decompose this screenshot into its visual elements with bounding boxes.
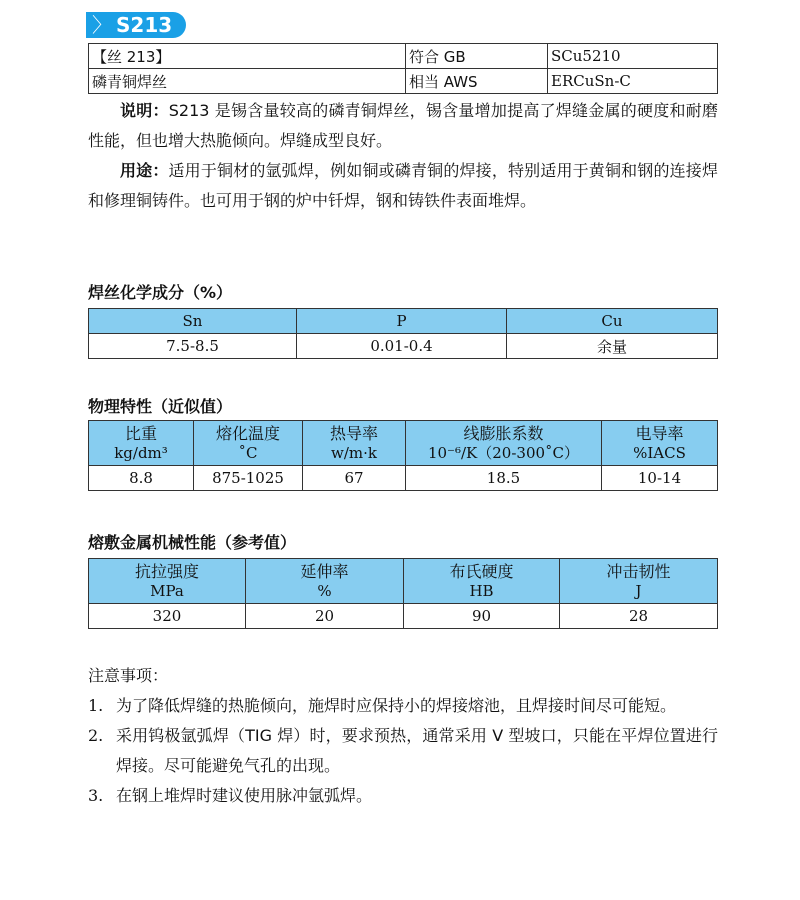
header-name: 线膨胀系数 <box>463 424 544 443</box>
header-name: 冲击韧性 <box>606 562 671 581</box>
table-header-row <box>89 309 718 334</box>
description-paragraph <box>88 96 718 156</box>
list-item-text: 在钢上堆焊时建议使用脉冲氩弧焊。 <box>116 786 373 805</box>
header-name: 抗拉强度 <box>134 562 199 581</box>
description-label: 说明： <box>120 101 169 120</box>
table-cell: 20 <box>246 604 404 629</box>
header-unit: 10⁻⁶/K（20-300˚C） <box>427 444 580 462</box>
product-code: S213 <box>116 13 173 37</box>
table-header-row <box>89 421 718 466</box>
table-cell: 67 <box>303 466 406 491</box>
usage-label: 用途： <box>120 161 169 180</box>
header-unit: % <box>317 582 332 600</box>
list-item-number: 1. <box>88 696 104 715</box>
header-name: 热导率 <box>329 424 378 443</box>
chemical-table <box>88 308 718 359</box>
list-item <box>88 721 718 781</box>
info-table <box>88 43 718 94</box>
table-cell: 相当 AWS <box>406 69 548 94</box>
table-cell: 余量 <box>507 334 718 359</box>
header-unit: MPa <box>150 582 184 600</box>
table-row <box>89 466 718 491</box>
table-row <box>89 44 718 69</box>
header-unit: %IACS <box>633 444 686 462</box>
header-unit: ˚C <box>238 444 258 462</box>
physical-table <box>88 420 718 491</box>
table-cell: 7.5-8.5 <box>89 334 297 359</box>
table-header-row <box>89 559 718 604</box>
header-unit: HB <box>469 582 494 600</box>
table-header-cell <box>194 421 303 466</box>
usage-paragraph <box>88 156 718 216</box>
table-row <box>89 604 718 629</box>
table-cell: 90 <box>404 604 560 629</box>
table-cell: 符合 GB <box>406 44 548 69</box>
product-title-tab <box>86 12 186 38</box>
table-cell: 28 <box>560 604 718 629</box>
list-item <box>88 691 718 721</box>
table-header-cell <box>89 559 246 604</box>
table-cell: 320 <box>89 604 246 629</box>
list-item-number: 3. <box>88 786 104 805</box>
usage-text: 适用于铜材的氩弧焊，例如铜或磷青铜的焊接，特别适用于黄铜和钢的连接焊和修理铜铸件。也可用于钢的炉中钎焊，钢和铸铁件表面堆焊。 <box>88 161 718 210</box>
notes-section <box>88 661 718 811</box>
table-cell: 10-14 <box>602 466 718 491</box>
table-header-cell <box>89 421 194 466</box>
table-header-cell: Cu <box>507 309 718 334</box>
table-header-cell <box>303 421 406 466</box>
table-header-cell <box>406 421 602 466</box>
table-header-cell <box>246 559 404 604</box>
list-item-number: 2. <box>88 726 104 745</box>
table-header-cell <box>404 559 560 604</box>
table-cell: 0.01-0.4 <box>297 334 507 359</box>
mechanical-section-title: 熔敷金属机械性能（参考值） <box>88 533 297 552</box>
header-unit: kg/dm³ <box>114 444 168 462</box>
notes-title: 注意事项： <box>88 666 169 685</box>
chevron-right-icon: 〉 <box>92 13 112 37</box>
header-name: 比重 <box>124 424 157 443</box>
mechanical-table <box>88 558 718 629</box>
header-name: 延伸率 <box>300 562 349 581</box>
header-unit: J <box>635 582 642 600</box>
header-unit: w/m·k <box>331 444 377 462</box>
list-item <box>88 781 718 811</box>
table-cell: 【丝 213】 <box>89 44 406 69</box>
table-cell: 875-1025 <box>194 466 303 491</box>
table-row <box>89 69 718 94</box>
table-header-cell <box>602 421 718 466</box>
table-header-cell: Sn <box>89 309 297 334</box>
table-cell: 8.8 <box>89 466 194 491</box>
list-item-text: 采用钨极氩弧焊（TIG 焊）时，要求预热，通常采用 V 型坡口，只能在平焊位置进行焊接。尽可能避免气孔的出现。 <box>116 726 718 775</box>
header-name: 布氏硬度 <box>449 562 514 581</box>
table-cell: SCu5210 <box>548 44 718 69</box>
table-header-cell <box>560 559 718 604</box>
table-cell: ERCuSn-C <box>548 69 718 94</box>
table-cell: 18.5 <box>406 466 602 491</box>
description-text: S213 是锡含量较高的磷青铜焊丝，锡含量增加提高了焊缝金属的硬度和耐磨性能，但也增大热脆倾向。焊缝成型良好。 <box>88 101 718 150</box>
header-name: 电导率 <box>635 424 684 443</box>
table-header-cell: P <box>297 309 507 334</box>
chemical-section-title: 焊丝化学成分（%） <box>88 283 233 302</box>
header-name: 熔化温度 <box>215 424 280 443</box>
table-row <box>89 334 718 359</box>
list-item-text: 为了降低焊缝的热脆倾向，施焊时应保持小的焊接熔池，且焊接时间尽可能短。 <box>116 696 677 715</box>
physical-section-title: 物理特性（近似值） <box>88 397 233 416</box>
table-cell: 磷青铜焊丝 <box>89 69 406 94</box>
